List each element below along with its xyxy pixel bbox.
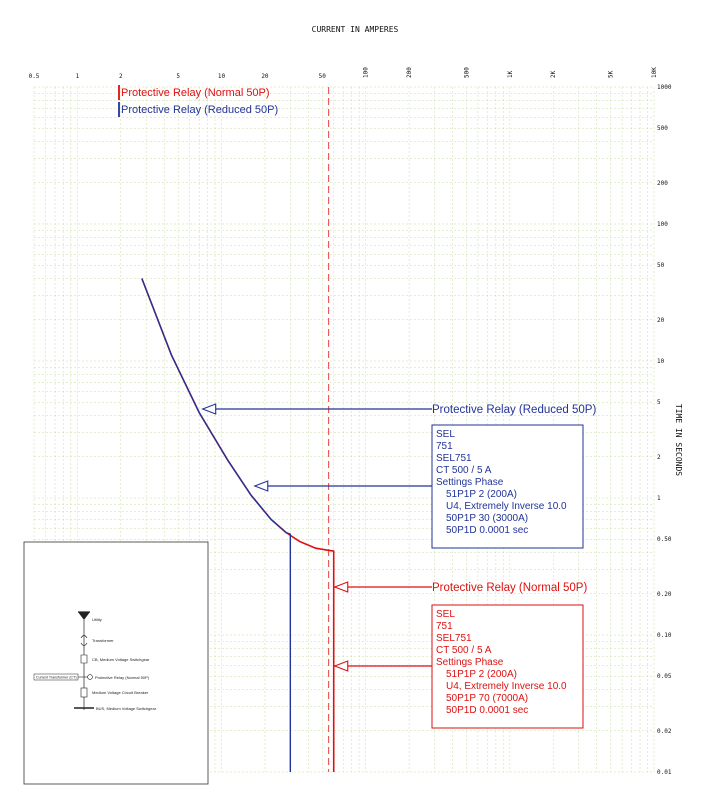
y-tick-label: 1	[657, 495, 661, 502]
mv-circuit-label: Medium Voltage Circuit Breaker	[92, 690, 149, 695]
ct-label: Current Transformer (CT)	[36, 675, 77, 680]
x-tick-label: 500	[463, 67, 471, 78]
x-tick-label: 200	[406, 67, 414, 78]
settings-line: 50P1P 70 (7000A)	[446, 693, 529, 704]
y-tick-label: 20	[657, 316, 665, 324]
y-tick-label: 50	[657, 262, 665, 270]
x-tick-label: 2	[118, 73, 123, 80]
x-tick-label: 5K	[607, 70, 615, 78]
y-tick-labels	[657, 84, 672, 776]
x-tick-label: 10	[217, 73, 226, 80]
x-tick-label: 1	[75, 73, 80, 80]
y-tick-label: 2	[657, 453, 661, 461]
y-tick-label: 500	[657, 125, 668, 133]
y-tick-label: 1000	[657, 84, 672, 91]
settings-line: 751	[436, 441, 453, 452]
transformer-label: Transformer	[92, 638, 114, 643]
x-tick-label: 0.5	[28, 73, 40, 80]
x-axis-title: CURRENT IN AMPERES	[311, 25, 399, 34]
settings-line: U4, Extremely Inverse 10.0	[446, 501, 567, 512]
settings-line: 51P1P 2 (200A)	[446, 669, 517, 680]
relay-icon	[88, 675, 93, 680]
settings-line: 50P1D 0.0001 sec	[446, 705, 529, 716]
annotation-label: Protective Relay (Normal 50P)	[432, 582, 588, 594]
annotations	[203, 404, 597, 728]
settings-line: U4, Extremely Inverse 10.0	[446, 681, 567, 692]
x-tick-label: 1K	[506, 70, 514, 78]
utility-label: Utility	[92, 617, 102, 622]
settings-line: SEL	[436, 609, 455, 620]
y-tick-label: 100	[657, 221, 668, 228]
annotation-arrowhead	[335, 582, 348, 592]
x-tick-label: 5	[176, 73, 180, 80]
settings-line: SEL751	[436, 453, 472, 464]
legend-label: Protective Relay (Normal 50P)	[121, 87, 270, 99]
legend-label: Protective Relay (Reduced 50P)	[121, 104, 279, 116]
cb-label: CB, Medium Voltage Switchgear	[92, 657, 150, 662]
x-tick-label: 2K	[550, 70, 558, 78]
settings-line: CT 500 / 5 A	[436, 645, 492, 656]
annotation-arrowhead	[203, 404, 216, 414]
x-tick-label: 100	[362, 67, 370, 78]
breaker-icon	[81, 655, 87, 663]
y-axis-title: TIME IN SECONDS	[674, 403, 683, 477]
one-line-frame	[24, 542, 208, 784]
x-tick-label: 50	[318, 73, 326, 80]
legend	[119, 85, 278, 117]
y-tick-label: 0.50	[657, 536, 672, 544]
settings-line: Settings Phase	[436, 477, 504, 488]
y-tick-label: 5	[657, 399, 661, 407]
annotation-arrowhead	[255, 481, 268, 491]
one-line-diagram	[24, 542, 208, 784]
y-tick-label: 200	[657, 179, 668, 187]
y-tick-label: 0.01	[657, 769, 672, 776]
y-tick-label: 10	[657, 358, 665, 365]
x-tick-label: 20	[261, 73, 269, 80]
settings-line: Settings Phase	[436, 657, 504, 668]
mv-breaker-icon	[81, 688, 87, 697]
annotation-label: Protective Relay (Reduced 50P)	[432, 404, 597, 416]
settings-line: SEL	[436, 429, 455, 440]
y-tick-label: 0.05	[657, 673, 672, 681]
settings-line: SEL751	[436, 633, 472, 644]
settings-line: 50P1P 30 (3000A)	[446, 513, 529, 524]
annotation-arrowhead	[335, 661, 348, 671]
x-tick-labels	[29, 67, 658, 80]
settings-line: 50P1D 0.0001 sec	[446, 525, 529, 536]
y-tick-label: 0.20	[657, 590, 672, 598]
y-tick-label: 0.02	[657, 727, 672, 735]
y-tick-label: 0.10	[657, 632, 672, 639]
x-tick-label: 10K	[651, 67, 658, 78]
relay-label: Protective Relay (Normal 50P)	[95, 675, 150, 680]
settings-line: CT 500 / 5 A	[436, 465, 492, 476]
bus-label: BUS, Medium Voltage Switchgear	[96, 706, 157, 711]
settings-line: 751	[436, 621, 453, 632]
settings-line: 51P1P 2 (200A)	[446, 489, 517, 500]
